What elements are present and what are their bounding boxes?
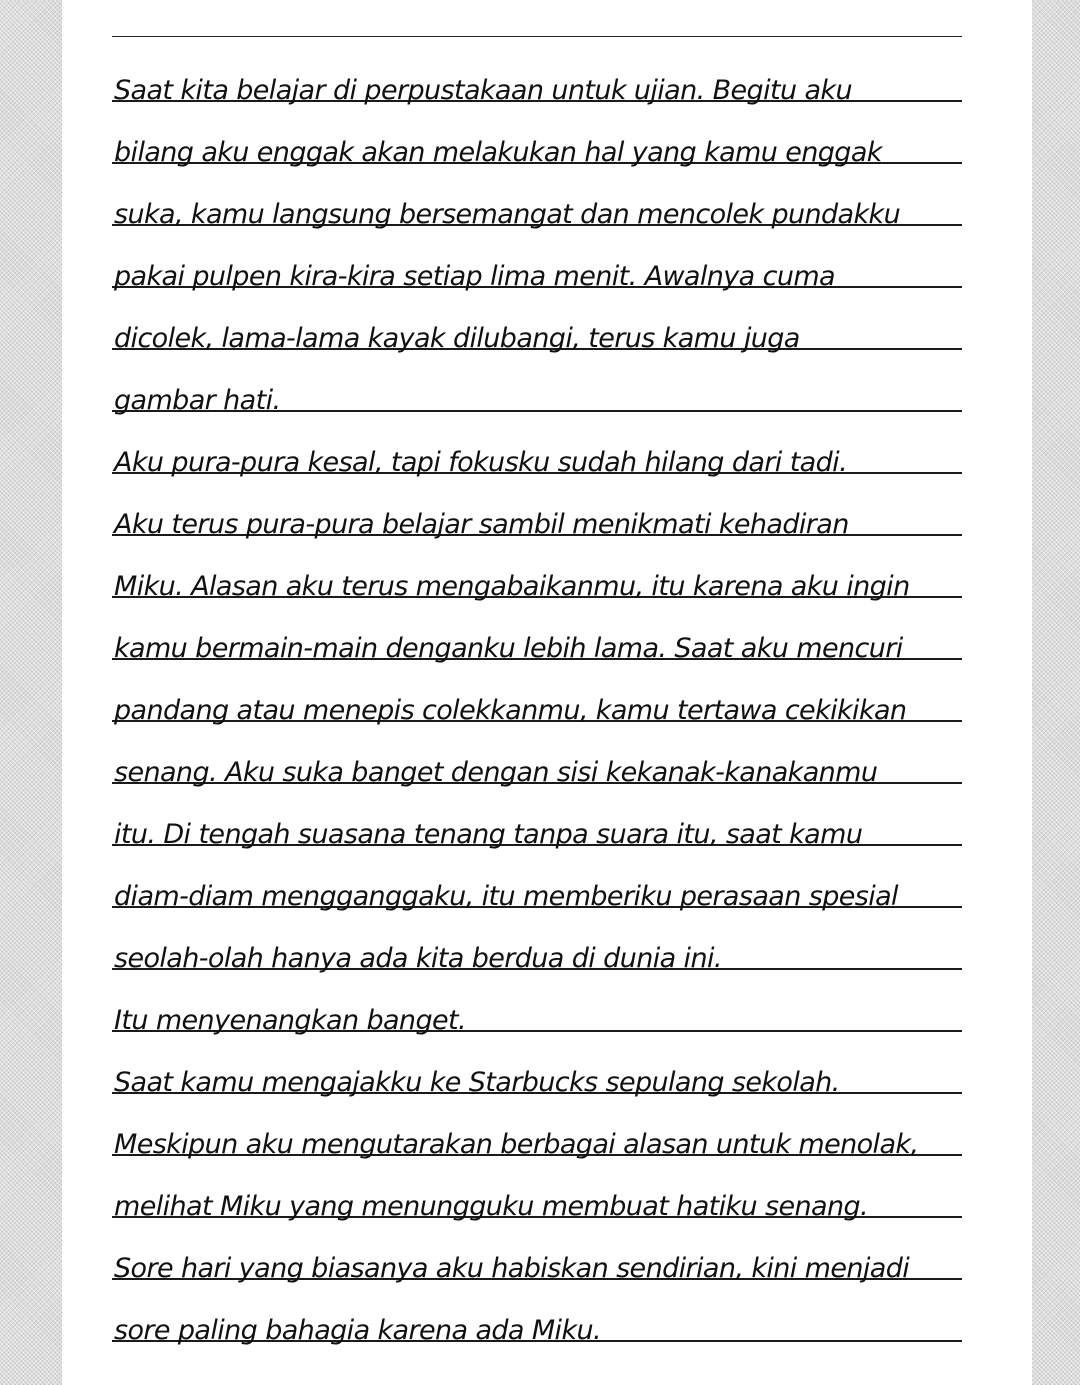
note-line-text: Saat kita belajar di perpustakaan untuk ujian. Begitu aku <box>114 75 852 106</box>
note-line-text: senang. Aku suka banget dengan sisi kekanak-kanakanmu <box>114 757 878 788</box>
note-line-text: Meskipun aku mengutarakan berbagai alasan untuk menolak, <box>114 1129 919 1160</box>
note-line-text: pandang atau menepis colekkanmu, kamu tertawa cekikikan <box>114 695 907 726</box>
note-line-12 <box>112 744 962 788</box>
note-line-7 <box>112 434 962 478</box>
note-line-21 <box>112 1302 962 1346</box>
note-line-18 <box>112 1116 962 1160</box>
note-line-text: sore paling bahagia karena ada Miku. <box>114 1315 601 1346</box>
note-line-text: Itu menyenangkan banget. <box>114 1005 466 1036</box>
note-line-14 <box>112 868 962 912</box>
note-line-3 <box>112 186 962 230</box>
note-page <box>62 0 1032 1385</box>
note-line-11 <box>112 682 962 726</box>
top-ruled-line <box>112 36 962 37</box>
note-line-5 <box>112 310 962 354</box>
note-line-text: Aku pura-pura kesal, tapi fokusku sudah hilang dari tadi. <box>114 447 848 478</box>
note-line-text: bilang aku enggak akan melakukan hal yang kamu enggak <box>114 137 882 168</box>
note-line-9 <box>112 558 962 602</box>
note-line-2 <box>112 124 962 168</box>
note-line-text: diam-diam mengganggaku, itu memberiku perasaan spesial <box>114 881 898 912</box>
note-line-13 <box>112 806 962 850</box>
note-line-text: dicolek, lama-lama kayak dilubangi, terus kamu juga <box>114 323 800 354</box>
note-line-text: gambar hati. <box>114 385 281 416</box>
note-line-text: pakai pulpen kira-kira setiap lima menit. Awalnya cuma <box>114 261 836 292</box>
note-line-text: Miku. Alasan aku terus mengabaikanmu, itu karena aku ingin <box>114 571 910 602</box>
note-line-text: Aku terus pura-pura belajar sambil menikmati kehadiran <box>114 509 849 540</box>
note-line-6 <box>112 372 962 416</box>
note-line-1 <box>112 62 962 106</box>
note-line-16 <box>112 992 962 1036</box>
note-line-text: suka, kamu langsung bersemangat dan mencolek pundakku <box>114 199 901 230</box>
note-line-text: Saat kamu mengajakku ke Starbucks sepulang sekolah. <box>114 1067 840 1098</box>
note-line-15 <box>112 930 962 974</box>
note-line-text: melihat Miku yang menungguku membuat hatiku senang. <box>114 1191 869 1222</box>
note-line-text: Sore hari yang biasanya aku habiskan sendirian, kini menjadi <box>114 1253 910 1284</box>
note-line-text: itu. Di tengah suasana tenang tanpa suara itu, saat kamu <box>114 819 863 850</box>
note-line-text: seolah-olah hanya ada kita berdua di dunia ini. <box>114 943 722 974</box>
note-line-text: kamu bermain-main denganku lebih lama. Saat aku mencuri <box>114 633 903 664</box>
note-line-8 <box>112 496 962 540</box>
note-line-17 <box>112 1054 962 1098</box>
note-line-19 <box>112 1178 962 1222</box>
note-line-4 <box>112 248 962 292</box>
note-line-10 <box>112 620 962 664</box>
note-line-20 <box>112 1240 962 1284</box>
